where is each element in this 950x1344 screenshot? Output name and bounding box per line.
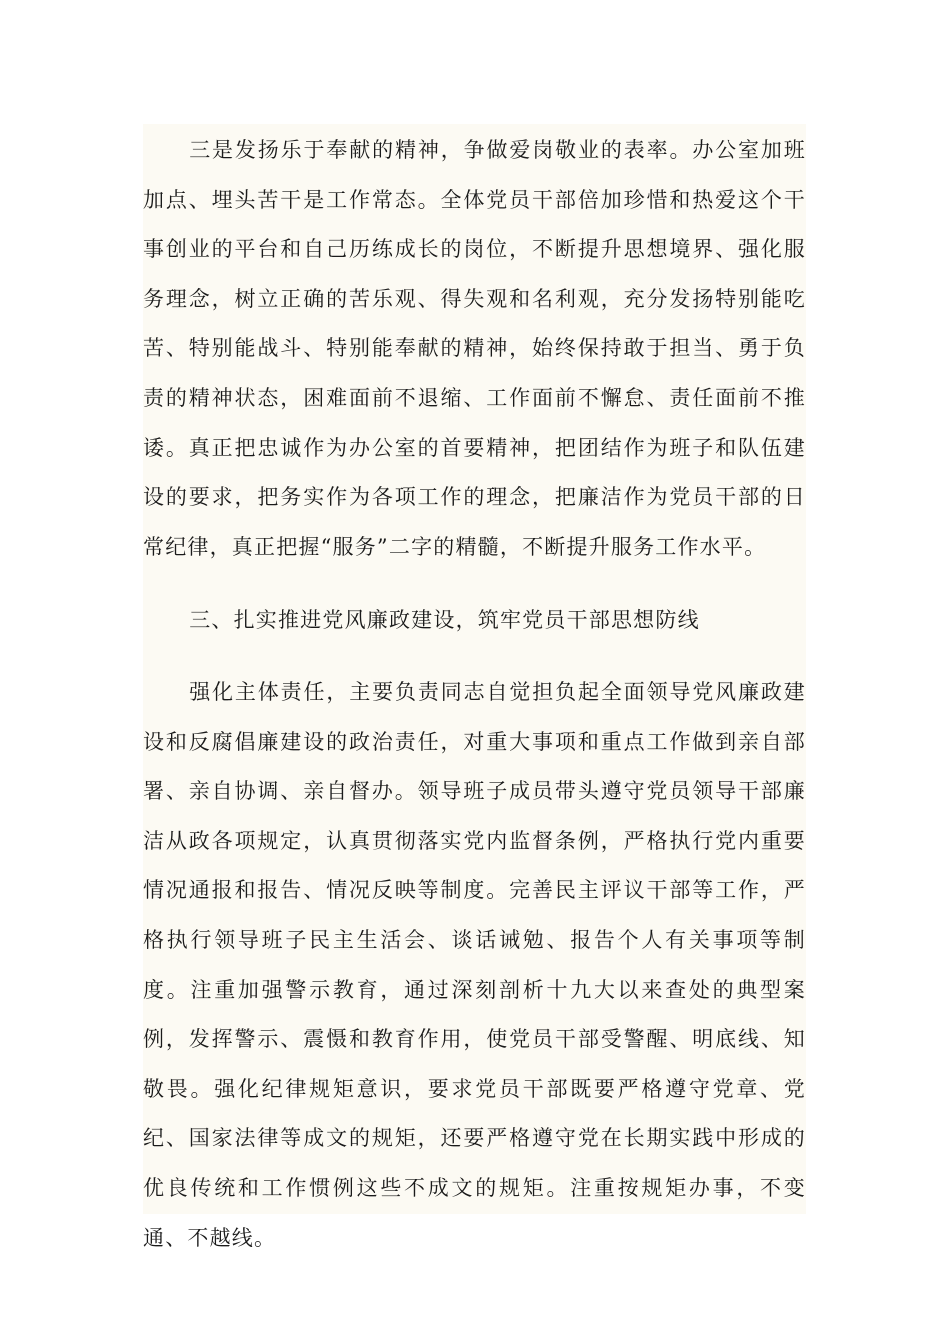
paragraph-dedication: 三是发扬乐于奉献的精神，争做爱岗敬业的表率。办公室加班加点、埋头苦干是工作常态。全体党员干部倍加珍惜和热爱这个干事创业的平台和自己历练成长的岗位，不断提升思想境界、强化服务理念，树立正确的苦乐观、得失观和名利观，充分发扬特别能吃苦、特别能战斗、特别能奉献的精神，始终保持敢于担当、勇于负责的精神状态，困难面前不退缩、工作面前不懈怠、责任面前不推诿。真正把忠诚作为办公室的首要精神，把团结作为班子和队伍建设的要求，把务实作为各项工作的理念，把廉洁作为党员干部的日常纪律，真正把握“服务”二字的精髓，不断提升服务工作水平。 <box>143 138 806 559</box>
section-heading-3: 三、扎实推进党风廉政建设，筑牢党员干部思想防线 <box>189 608 700 632</box>
paragraph-integrity: 强化主体责任，主要负责同志自觉担负起全面领导党风廉政建设和反腐倡廉建设的政治责任，对重大事项和重点工作做到亲自部署、亲自协调、亲自督办。领导班子成员带头遵守党员领导干部廉洁从政各项规定，认真贯彻落实党内监督条例，严格执行党内重要情况通报和报告、情况反映等制度。完善民主评议干部等工作，严格执行领导班子民主生活会、谈话诫勉、报告个人有关事项等制度。注重加强警示教育，通过深刻剖析十九大以来查处的典型案例，发挥警示、震慑和教育作用，使党员干部受警醒、明底线、知敬畏。强化纪律规矩意识，要求党员干部既要严格遵守党章、党纪、国家法律等成文的规矩，还要严格遵守党在长期实践中形成的优良传统和工作惯例这些不成文的规矩。注重按规矩办事，不变通、不越线。 <box>143 680 806 1250</box>
